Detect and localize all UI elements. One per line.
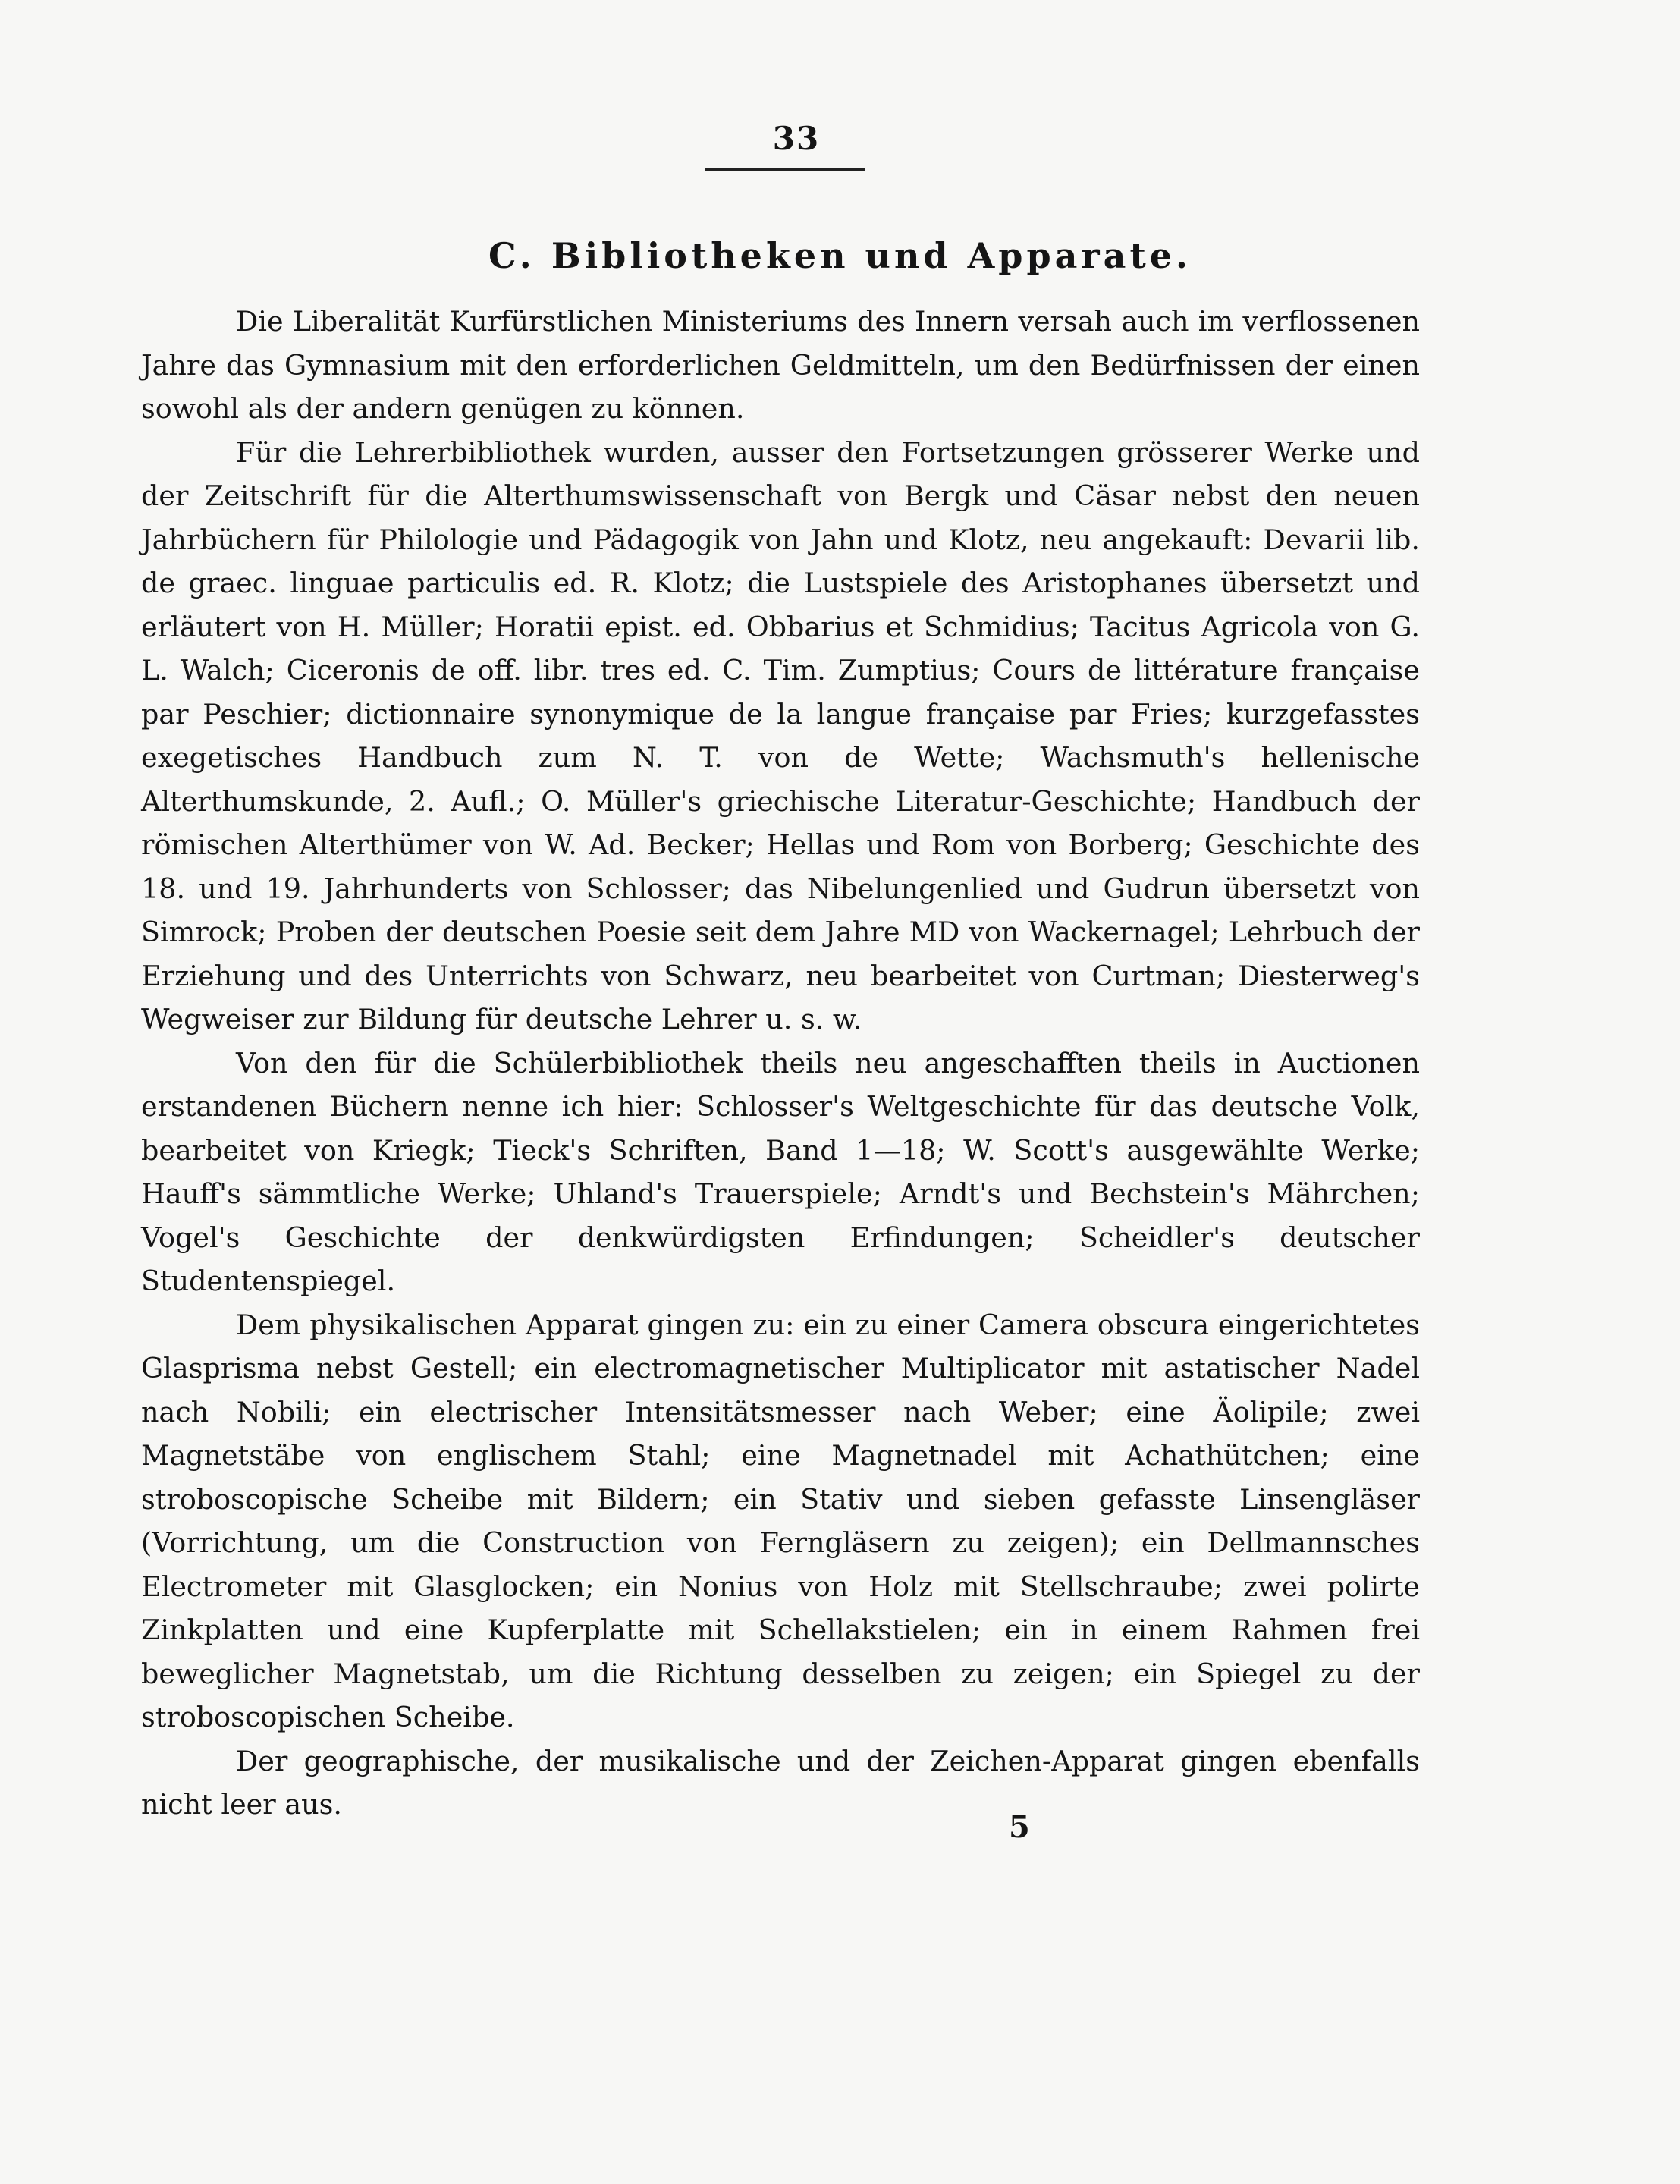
paragraph-teacher-library: Für die Lehrerbibliothek wurden, ausser den Fortsetzungen grösserer Werke und der Zeitschrift für die Alterthumswissenschaft von Bergk und Cäsar nebst den neuen Jahrbüchern für Philologie und Pädagogik von Jahn und Klotz, neu angekauft: Devarii lib. de graec. linguae particulis ed. R. Klotz; die Lustspiele des Aristophanes übersetzt und erläutert von H. Müller; Horatii epist. ed. Obbarius et Schmidius; Tacitus Agricola von G. L. Walch; Ciceronis de off. libr. tres ed. C. Tim. Zumptius; Cours de littérature française par Peschier; dictionnaire synonymique de la langue française par Fries; kurzgefasstes exegetisches Handbuch zum N. T. von de Wette; Wachsmuth's hellenische Alterthumskunde, 2. Aufl.; O. Müller's griechische Literatur-Geschichte; Handbuch der römischen Alterthümer von W. Ad. Becker; Hellas und Rom von Borberg; Geschichte des 18. und 19. Jahrhunderts von Schlosser; das Nibelungenlied und Gudrun übersetzt von Simrock; Proben der deutschen Poesie seit dem Jahre MD von Wackernagel; Lehrbuch der Erziehung und des Unterrichts von Schwarz, neu bearbeitet von Curtman; Diesterweg's Wegweiser zur Bildung für deutsche Lehrer u. s. w. bbox=[141, 435, 1420, 1035]
paragraph-physics-apparatus: Dem physikalischen Apparat gingen zu: ein zu einer Camera obscura eingerichtetes Glasprisma nebst Gestell; ein electromagnetischer Multiplicator mit astatischer Nadel nach Nobili; ein electrischer Intensitätsmesser nach Weber; eine Äolipile; zwei Magnetstäbe von englischem Stahl; eine Magnetnadel mit Achathütchen; eine stroboscopische Scheibe mit Bildern; ein Stativ und sieben gefasste Linsengläser (Vorrichtung, um die Construction von Ferngläsern zu zeigen); ein Dellmannsches Electrometer mit Glasglocken; ein Nonius von Holz mit Stellschraube; zwei polirte Zinkplatten und eine Kupferplatte mit Schellakstielen; ein in einem Rahmen frei beweglicher Magnetstab, um die Richtung desselben zu zeigen; ein Spiegel zu der stroboscopischen Scheibe. bbox=[141, 1308, 1420, 1733]
paragraph-other-apparatus: Der geographische, der musikalische und der Zeichen-Apparat gingen ebenfalls nicht leer aus. bbox=[141, 1744, 1420, 1821]
paragraph-liberality: Die Liberalität Kurfürstlichen Ministeriums des Innern versah auch im verflossenen Jahre das Gymnasium mit den erforderlichen Geldmitteln, um den Bedürfnissen der einen sowohl als der andern genügen zu können. bbox=[141, 305, 1420, 425]
body-text bbox=[141, 300, 1420, 1827]
paragraph-student-library: Von den für die Schülerbibliothek theils neu angeschafften theils in Auctionen erstandenen Büchern nenne ich hier: Schlosser's Weltgeschichte für das deutsche Volk, bearbeitet von Kriegk; Tieck's Schriften, Band 1—18; W. Scott's ausgewählte Werke; Hauff's sämmtliche Werke; Uhland's Trauerspiele; Arndt's und Bechstein's Mährchen; Vogel's Geschichte der denkwürdigsten Erfindungen; Scheidler's deutscher Studentenspiegel. bbox=[141, 1046, 1420, 1297]
signature-mark: 5 bbox=[1009, 1809, 1030, 1845]
page-number: 33 bbox=[772, 120, 821, 157]
page-number-rule bbox=[705, 168, 865, 171]
section-title: C. Bibliotheken und Apparate. bbox=[488, 235, 1192, 276]
